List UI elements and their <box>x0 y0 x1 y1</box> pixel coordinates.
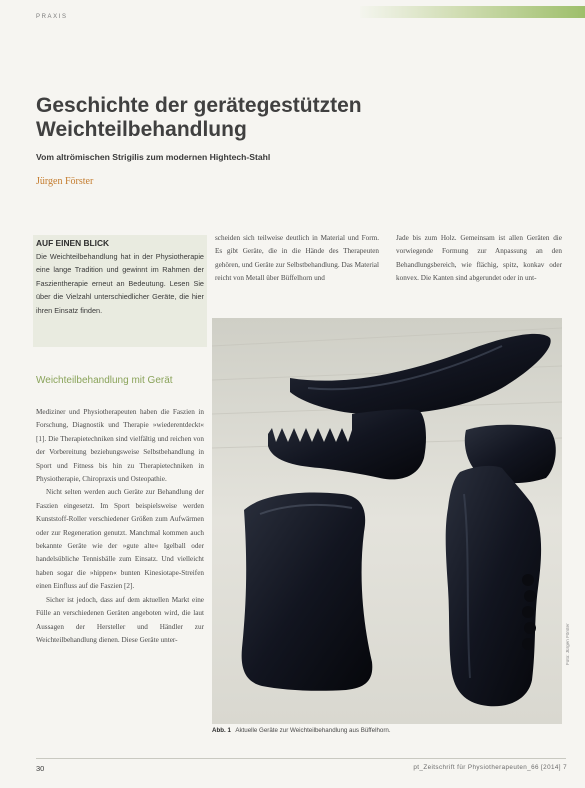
caption-label: Abb. 1 <box>212 727 231 734</box>
body-paragraph: Jade bis zum Holz. Gemeinsam ist allen Geräten die vorwiegende Formung zur Anpassung an den Behandlungsbereich, wie flächig, spitz, konkav oder konvex. Die Kanten sind abgerundet oder in unt- <box>396 234 562 283</box>
article-author: Jürgen Förster <box>36 176 94 187</box>
figure-caption <box>212 727 391 734</box>
body-paragraph: Sicher ist jedoch, dass auf dem aktuellen Markt eine Fülle an verschiedenen Geräten angeboten wird, die laut Aussagen der Hersteller und Händler zur Weichteilbehandlung dienen. Diese Geräte unter- <box>36 595 204 644</box>
article-subtitle: Vom altrömischen Strigilis zum modernen Hightech-Stahl <box>36 152 271 162</box>
photo-credit: Foto: Jürgen Förster <box>565 623 570 665</box>
buffalo-horn-tools-photo <box>212 318 562 724</box>
section-label: PRAXIS <box>36 14 68 20</box>
page-number: 30 <box>36 764 45 773</box>
body-paragraph: Mediziner und Physiotherapeuten haben die Faszien in Forschung, Diagnostik und Therapie »wiederentdeckt« [1]. Die Therapietechniken sind vielfältig und reichen von der Vorbereitung beziehungsweise Selbstbehandlung in Sport und Fitness bis hin zu Therapietechniken in Physiotherapie, Chiropraxis und Osteopathie. <box>36 408 204 484</box>
figure-photo <box>212 318 562 724</box>
body-paragraph: scheiden sich teilweise deutlich in Material und Form. Es gibt Geräte, die in die Hände des Therapeuten gehören, und Geräte zur Selbstbehandlung. Das Material reicht von Metall über Büffelhorn und <box>215 234 379 283</box>
body-column-left <box>36 406 204 647</box>
journal-reference: pt_Zeitschrift für Physiotherapeuten_66 [2014] 7 <box>413 764 567 771</box>
body-paragraph: Nicht selten werden auch Geräte zur Behandlung der Faszien eingesetzt. Im Sport beispielsweise werden Kunststoff-Roller verschiedener Größen zum Aufwärmen oder zur Regeneration genutzt. Manchmal kommen auch bekannte Geräte wie der »gute alte« Igelball oder handelsübliche Tennisbälle zum Einsatz. Und vielleicht haben sogar die »hippen« bunten Kinesiotape-Streifen einen Einfluss auf die Faszien [2]. <box>36 488 204 591</box>
footer-divider <box>36 758 566 759</box>
article-title: Geschichte der gerätegestützten Weichteilbehandlung <box>36 94 362 141</box>
caption-text: Aktuelle Geräte zur Weichteilbehandlung aus Büffelhorn. <box>235 727 391 734</box>
body-column-right <box>396 232 562 286</box>
page-header <box>0 0 585 24</box>
summary-text: Die Weichteilbehandlung hat in der Physiotherapie eine lange Tradition und gewinnt im Rahmen der Faszientherapie erneut an Bedeutung. Lesen Sie über die Vielzahl unterschiedlicher Geräte, die hier ihren Einsatz finden. <box>36 252 204 315</box>
body-column-mid <box>215 232 379 286</box>
summary-heading: AUF EINEN BLICK <box>36 238 110 248</box>
section-heading: Weichteilbehandlung mit Gerät <box>36 375 173 386</box>
header-green-bar <box>360 6 585 18</box>
